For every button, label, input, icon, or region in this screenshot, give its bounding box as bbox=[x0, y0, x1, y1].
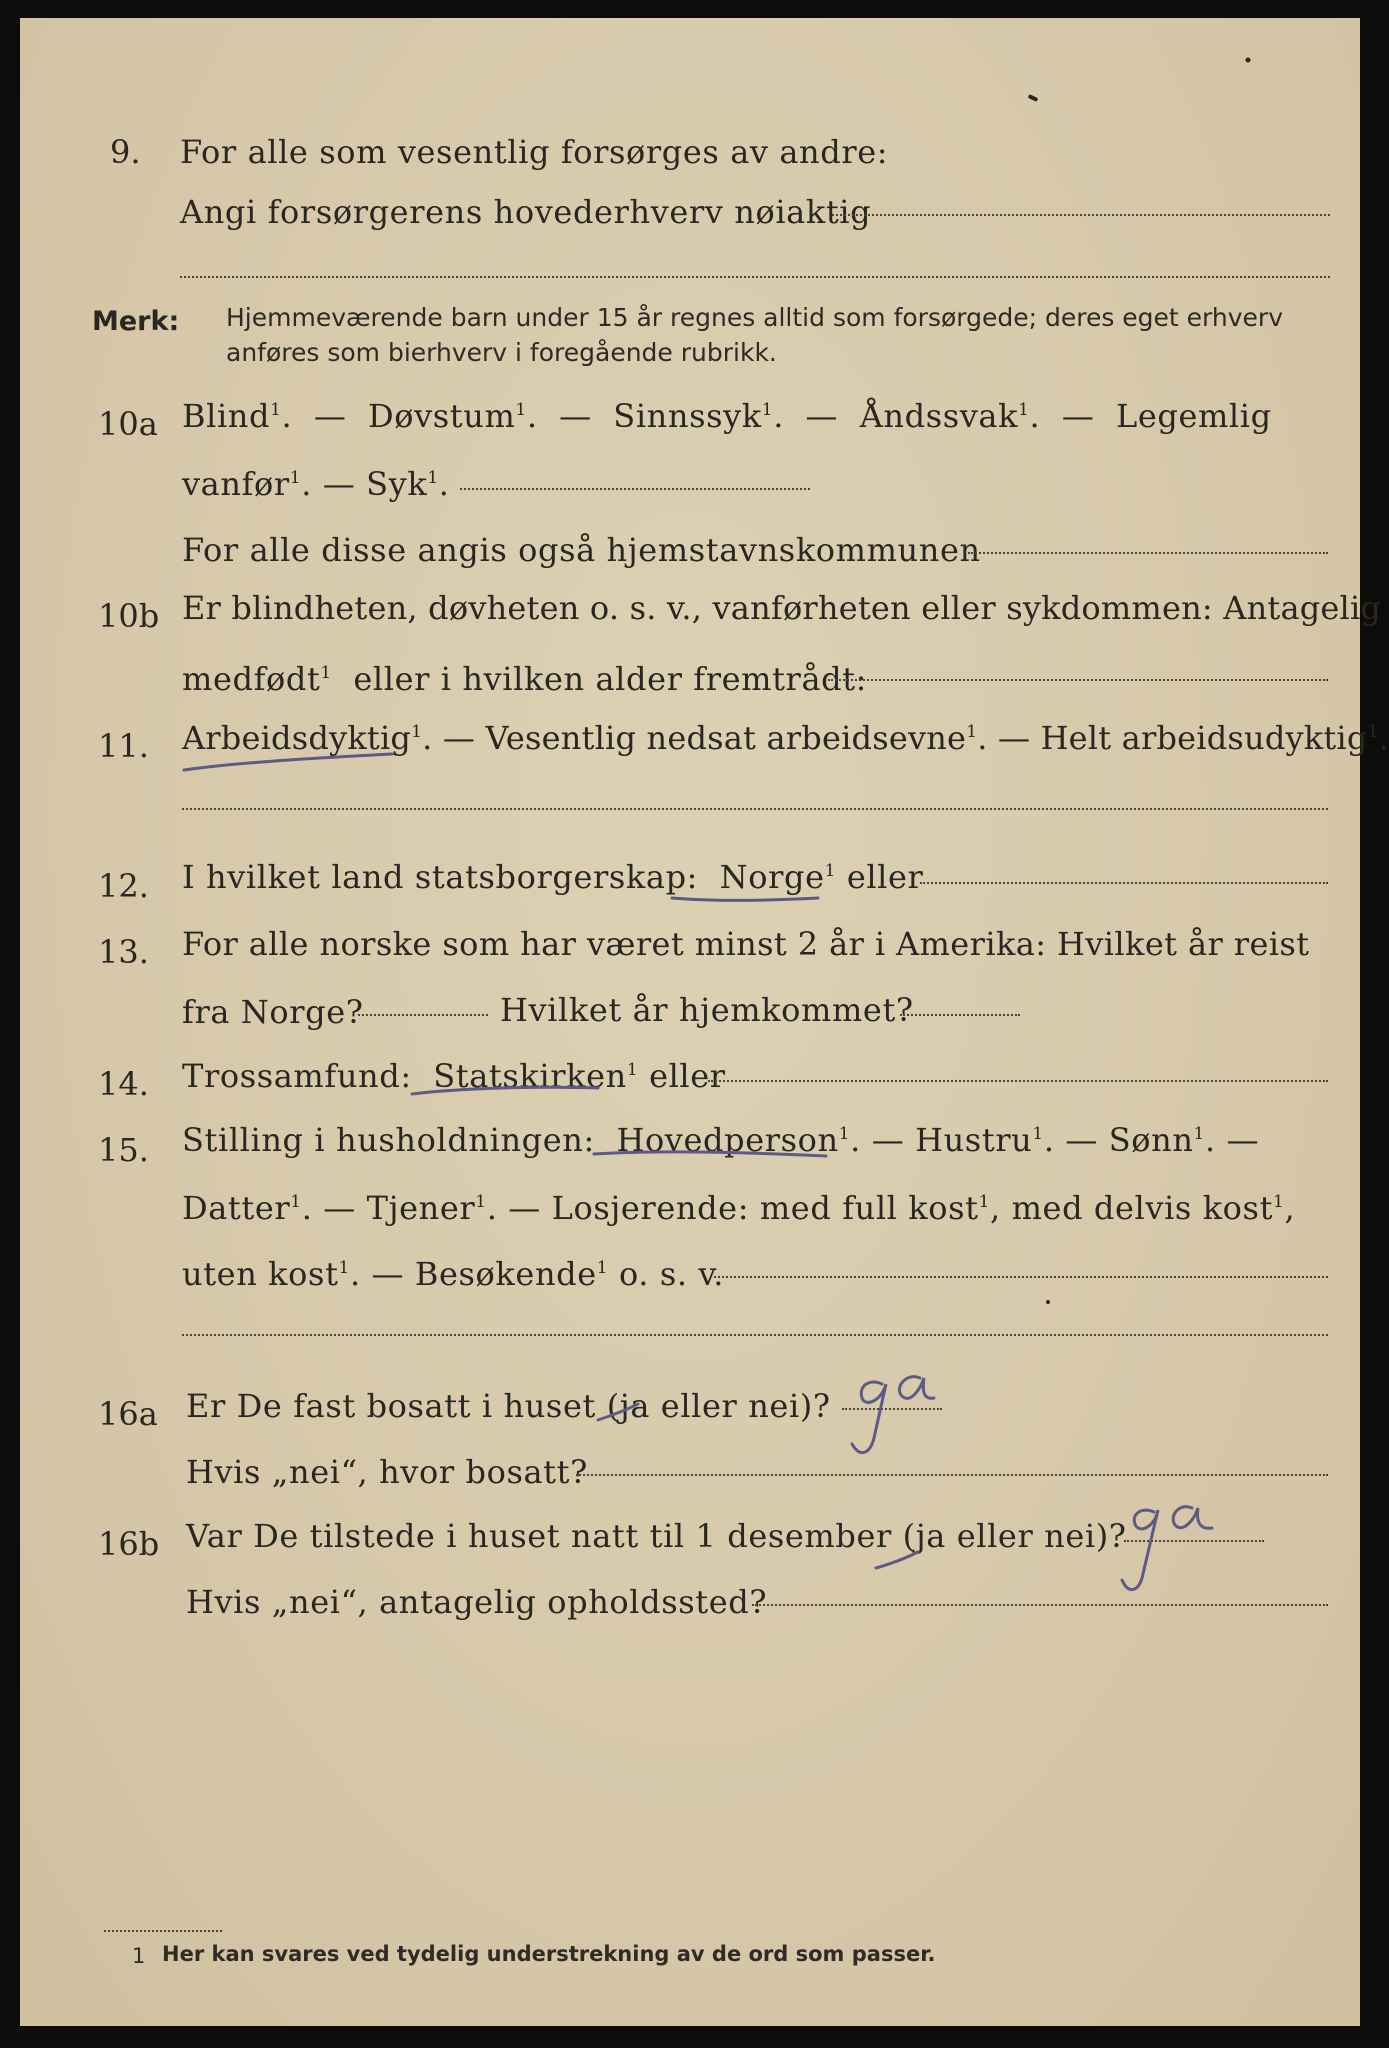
q12-number: 12. bbox=[98, 867, 149, 905]
merk-line1: Hjemmeværende barn under 15 år regnes alltid som forsørgede; deres eget erhverv bbox=[226, 303, 1283, 332]
answer-16a-j bbox=[852, 1382, 886, 1453]
q10b-number: 10b bbox=[98, 597, 160, 635]
q16b-line2: Hvis „nei“, antagelig opholdssted? bbox=[186, 1583, 768, 1621]
q14-number: 14. bbox=[98, 1065, 149, 1103]
q13-number: 13. bbox=[98, 933, 149, 971]
answer-16a-a bbox=[899, 1377, 934, 1399]
underline-norge bbox=[672, 898, 818, 900]
q10a-dovstum: Døvstum bbox=[367, 397, 516, 435]
merk-line2: anføres som bierhverv i foregående rubrikk. bbox=[226, 338, 777, 367]
q10a-line2: vanfør$^1$. — Syk$^1$. bbox=[182, 465, 450, 503]
q15-delvis: med delvis kost bbox=[1011, 1189, 1274, 1227]
q12-text: I hvilket land statsborgerskap: bbox=[182, 858, 699, 896]
q15-besokende: Besøkende bbox=[414, 1255, 597, 1293]
q15-text: Stilling i husholdningen: bbox=[182, 1121, 595, 1159]
q15-hovedperson: Hovedperson bbox=[616, 1121, 839, 1159]
q12-eller: eller bbox=[846, 858, 924, 896]
q9-line2: Angi forsørgerens hovederhverv nøiaktig bbox=[180, 193, 872, 231]
q15-line3: uten kost$^1$. — Besøkende$^1$ o. s. v. bbox=[182, 1255, 725, 1293]
q13-line1: For alle norske som har været minst 2 år i Amerika: Hvilket år reist bbox=[182, 925, 1310, 963]
q10a-sinnssyk: Sinnssyk bbox=[613, 397, 762, 435]
ink-speck bbox=[1028, 94, 1039, 102]
q16b-number: 16b bbox=[98, 1525, 160, 1563]
q15-uten: uten kost bbox=[182, 1255, 339, 1293]
q15-line1: Stilling i husholdningen: Hovedperson$^1$. — Hustru$^1$. — Sønn$^1$. — bbox=[182, 1121, 1260, 1159]
underline-hovedperson bbox=[594, 1152, 826, 1156]
q15-osv: o. s. v. bbox=[618, 1255, 725, 1293]
q12-line: I hvilket land statsborgerskap: Norge$^1$ eller bbox=[182, 858, 924, 896]
answer-16b-j bbox=[1122, 1510, 1158, 1590]
q11-arbeidsdyktig: Arbeidsdyktig bbox=[182, 719, 412, 757]
handwriting-layer bbox=[20, 18, 1360, 2026]
q10a-blind: Blind bbox=[182, 397, 271, 435]
q13-hjem: Hvilket år hjemkommet? bbox=[500, 991, 914, 1029]
q10a-line3: For alle disse angis også hjemstavnskommunen bbox=[182, 531, 981, 569]
q10b-line2: medfødt$^1$ eller i hvilken alder fremtrådt: bbox=[182, 660, 868, 698]
q16a-line2: Hvis „nei“, hvor bosatt? bbox=[186, 1453, 588, 1491]
tick-16b bbox=[876, 1552, 918, 1568]
q11-udyktig: Helt arbeidsudyktig bbox=[1040, 719, 1368, 757]
footnote-text: Her kan svares ved tydelig understrekning av de ord som passer. bbox=[162, 1942, 936, 1966]
merk-label: Merk: bbox=[92, 306, 180, 337]
tick-16a bbox=[598, 1404, 638, 1420]
q10a-legemlig: Legemlig bbox=[1115, 397, 1272, 435]
ink-speck-2 bbox=[1246, 58, 1251, 63]
q15-sonn: Sønn bbox=[1108, 1121, 1194, 1159]
q10a-line1: Blind$^1$. — Døvstum$^1$. — Sinnssyk$^1$. — Åndssvak$^1$. — Legemlig bbox=[182, 397, 1272, 435]
q15-line2: Datter$^1$. — Tjener$^1$. — Losjerende: med full kost$^1$, med delvis kost$^1$, bbox=[182, 1189, 1296, 1227]
ink-speck-3 bbox=[1046, 1300, 1050, 1304]
q15-hustru: Hustru bbox=[915, 1121, 1033, 1159]
q11-number: 11. bbox=[98, 727, 149, 765]
q11-nedsat: Vesentlig nedsat arbeidsevne bbox=[485, 719, 967, 757]
q10a-number: 10a bbox=[98, 405, 158, 443]
q10a-andssvak: Åndssvak bbox=[859, 397, 1019, 435]
q14-statskirken: Statskirken bbox=[433, 1057, 627, 1095]
answer-16b-a bbox=[1173, 1507, 1212, 1529]
q10a-vanfor: vanfør bbox=[182, 465, 290, 503]
q10b-line1: Er blindheten, døvheten o. s. v., vanførheten eller sykdommen: Antagelig bbox=[182, 589, 1382, 627]
q15-number: 15. bbox=[98, 1131, 149, 1169]
q10b-rest: eller i hvilken alder fremtrådt: bbox=[353, 660, 868, 698]
q15-tjener: Tjener bbox=[366, 1189, 476, 1227]
q10a-syk: Syk bbox=[366, 465, 428, 503]
form-page bbox=[20, 18, 1389, 2026]
q12-norge: Norge bbox=[719, 858, 825, 896]
underline-arbeidsdyktig bbox=[184, 754, 392, 770]
q14-line: Trossamfund: Statskirken$^1$ eller bbox=[182, 1057, 726, 1095]
q10b-medfodt: medfødt bbox=[182, 660, 321, 698]
q15-losjerende: Losjerende: med full kost bbox=[551, 1189, 979, 1227]
q16a-number: 16a bbox=[98, 1395, 158, 1433]
q16b-line1: Var De tilstede i huset natt til 1 desember (ja eller nei)? bbox=[186, 1517, 1127, 1555]
q13-fra: fra Norge? bbox=[182, 993, 364, 1031]
q14-text: Trossamfund: bbox=[182, 1057, 412, 1095]
q16a-line1: Er De fast bosatt i huset (ja eller nei)? bbox=[186, 1387, 831, 1425]
q9-line1: For alle som vesentlig forsørges av andre: bbox=[180, 133, 889, 171]
underline-statskirken bbox=[412, 1087, 598, 1094]
footnote-mark: 1 bbox=[132, 1944, 146, 1968]
q15-datter: Datter bbox=[182, 1189, 291, 1227]
q11-line: Arbeidsdyktig$^1$. — Vesentlig nedsat arbeidsevne$^1$. — Helt arbeidsudyktig$^1$. bbox=[182, 719, 1389, 757]
q9-number: 9. bbox=[110, 133, 141, 171]
q14-eller: eller bbox=[649, 1057, 726, 1095]
